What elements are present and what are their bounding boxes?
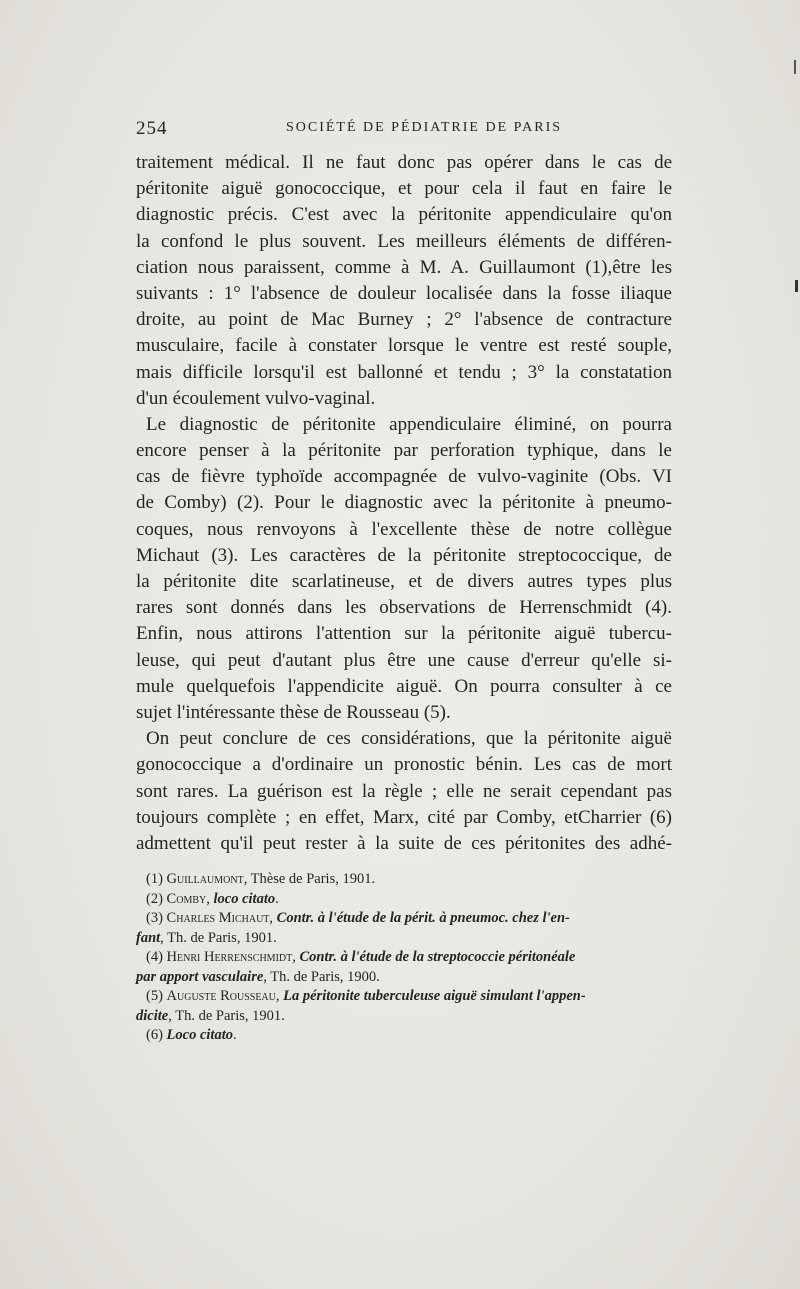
text-line: admettent qu'il peut rester à la suite de ces péritonites des adhé- xyxy=(136,832,672,854)
text-line: diagnostic précis. C'est avec la péritonite appendiculaire qu'on xyxy=(136,204,672,226)
body-text xyxy=(136,150,672,857)
text-line: traitement médical. Il ne faut donc pas opérer dans le cas de xyxy=(136,152,672,173)
page-header xyxy=(136,118,672,142)
text-line: musculaire, facile à constater lorsque le ventre est resté souple, xyxy=(136,335,672,357)
footnote-1: (1) Guillaumont, Thèse de Paris, 1901. xyxy=(146,871,376,887)
footnote-5-cont: dicite, Th. de Paris, 1901. xyxy=(136,1007,285,1024)
footnote-3-cont: fant, Th. de Paris, 1901. xyxy=(136,929,277,946)
text-line: rares sont donnés dans les observations de Herrenschmidt (4). xyxy=(136,597,672,619)
text-line: gonococcique a d'ordinaire un pronostic bénin. Les cas de mort xyxy=(136,754,672,776)
scan-mark xyxy=(794,60,796,74)
footnote-5: (5) Auguste Rousseau, La péritonite tuberculeuse aiguë simulant l'appen- xyxy=(146,988,586,1004)
text-line: mule quelquefois l'appendicite aiguë. On pourra consulter à ce xyxy=(136,675,672,697)
text-line: encore penser à la péritonite par perforation typhique, dans le xyxy=(136,440,672,462)
text-line: coques, nous renvoyons à l'excellente thèse de notre collègue xyxy=(136,518,672,540)
footnote-4-cont: par apport vasculaire, Th. de Paris, 1900. xyxy=(136,968,380,985)
text-line: la péritonite dite scarlatineuse, et de divers autres types plus xyxy=(136,571,672,592)
text-line: Michaut (3). Les caractères de la péritonite streptococcique, de xyxy=(136,544,672,566)
text-line: leuse, qui peut d'autant plus être une cause d'erreur qu'elle si- xyxy=(136,649,672,671)
text-line: la confond le plus souvent. Les meilleurs éléments de différen- xyxy=(136,230,672,252)
text-line: Le diagnostic de péritonite appendiculaire éliminé, on pourra xyxy=(146,413,672,435)
text-line: péritonite aiguë gonococcique, et pour cela il faut en faire le xyxy=(136,178,672,200)
text-line: mais difficile lorsqu'il est ballonné et tendu ; 3° la constatation xyxy=(136,361,672,383)
footnote-4: (4) Henri Herrenschmidt, Contr. à l'étude de la streptococcie péritonéale xyxy=(146,949,576,965)
text-line: toujours complète ; en effet, Marx, cité par Comby, etCharrier (6) xyxy=(136,806,672,828)
text-line: suivants : 1° l'absence de douleur localisée dans la fosse iliaque xyxy=(136,282,672,304)
footnote-3: (3) Charles Michaut, Contr. à l'étude de la périt. à pneumoc. chez l'en- xyxy=(146,910,570,926)
page-number: 254 xyxy=(136,118,168,139)
text-line: d'un écoulement vulvo-vaginal. xyxy=(136,387,376,409)
text-line: ciation nous paraissent, comme à M. A. Guillaumont (1),être les xyxy=(136,256,672,278)
text-line: Enfin, nous attirons l'attention sur la péritonite aiguë tubercu- xyxy=(136,623,672,645)
scan-mark xyxy=(795,280,798,292)
footnote-6: (6) Loco citato. xyxy=(146,1027,237,1043)
text-line: de Comby) (2). Pour le diagnostic avec la péritonite à pneumo- xyxy=(136,492,672,514)
text-line: droite, au point de Mac Burney ; 2° l'absence de contracture xyxy=(136,309,672,331)
running-head: SOCIÉTÉ DE PÉDIATRIE DE PARIS xyxy=(285,120,563,135)
text-line: sont rares. La guérison est la règle ; elle ne serait cependant pas xyxy=(136,780,672,802)
text-line: cas de fièvre typhoïde accompagnée de vulvo-vaginite (Obs. VI xyxy=(136,466,672,488)
text-line: On peut conclure de ces considérations, que la péritonite aiguë xyxy=(146,728,672,750)
text-line: sujet l'intéressante thèse de Rousseau (5). xyxy=(136,701,451,723)
footnote-2: (2) Comby, loco citato. xyxy=(146,890,279,907)
footnotes xyxy=(136,870,672,1046)
